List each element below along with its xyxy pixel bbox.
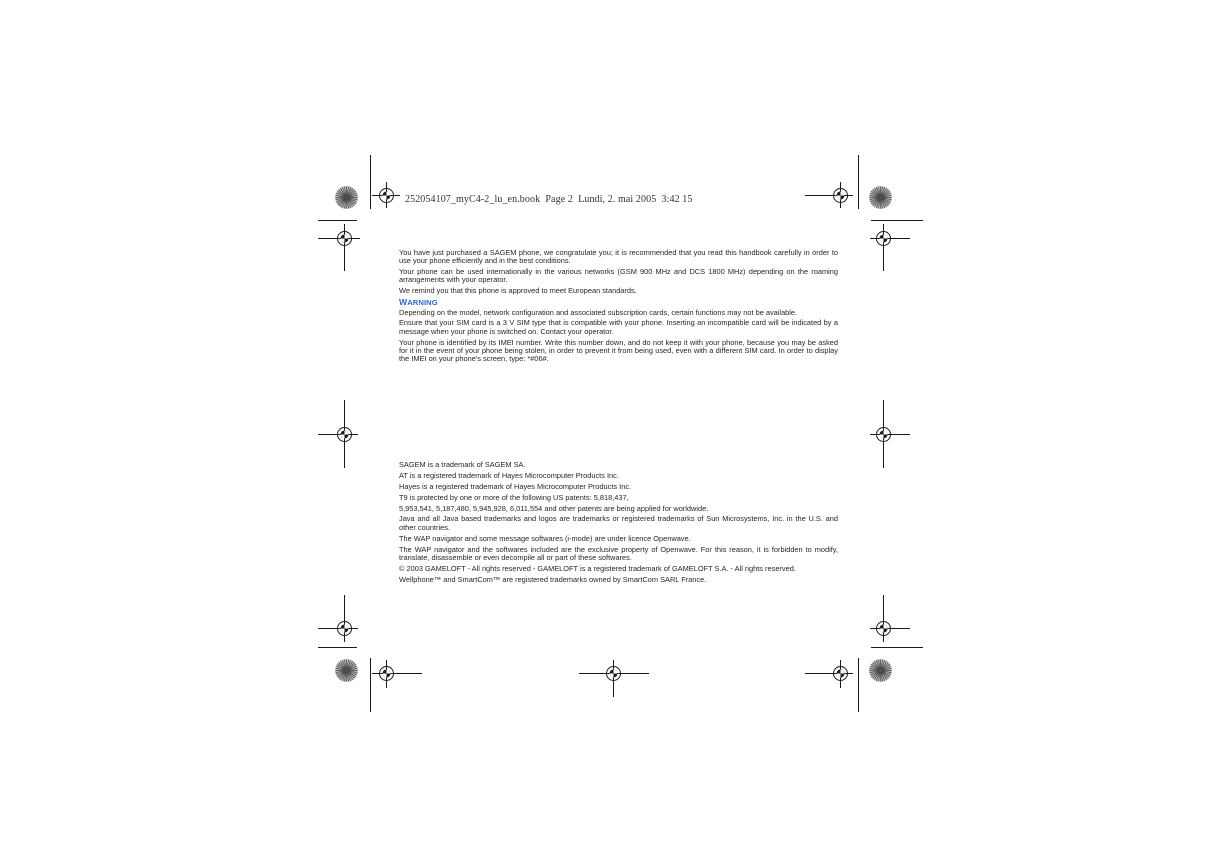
- trademark-paragraph: SAGEM is a trademark of SAGEM SA.: [399, 460, 526, 469]
- warning-paragraph: Ensure that your SIM card is a 3 V SIM type that is compatible with your phone. Inserting an incompatible card will be indicated by a message when your phone is switched on. Contact your operator.: [399, 318, 838, 336]
- trademark-paragraph: 5,953,541, 5,187,480, 5,945,928, 6,011,554 and other patents are being applied for worldwide.: [399, 503, 709, 513]
- trademark-paragraph: The WAP navigator and some message softwares (i-mode) are under licence Openwave.: [399, 533, 691, 543]
- warning-paragraph: Your phone is identified by its IMEI number. Write this number down, and do not keep it with your phone, because you may be asked for it in the event of your phone being stolen, in order to prevent it from being used, even with a different SIM card. In order to display the IMEI on your phone's screen, type: *#06#.: [399, 337, 838, 364]
- trademark-paragraph: Wellphone™ and SmartCom™ are registered trademarks owned by SmartCom SARL France.: [399, 574, 707, 584]
- trademark-paragraph: T9 is protected by one or more of the following US patents: 5,818,437,: [399, 492, 629, 502]
- intro-paragraph: We remind you that this phone is approved to meet European standards.: [399, 286, 637, 296]
- trademarks-section: [399, 461, 838, 587]
- trademark-paragraph: Hayes is a registered trademark of Hayes Microcomputer Products Inc.: [399, 481, 632, 491]
- intro-paragraph: You have just purchased a SAGEM phone, we congratulate you; it is recommended that you read this handbook carefully in order to use your phone efficiently and in the best conditions.: [399, 248, 838, 266]
- book-info-header: 252054107_myC4-2_lu_en.book Page 2 Lundi, 2. mai 2005 3:42 15: [405, 194, 693, 205]
- warning-initial: W: [399, 297, 408, 308]
- warning-paragraph: Depending on the model, network configuration and associated subscription cards, certain functions may not be available.: [399, 307, 798, 317]
- trademark-paragraph: The WAP navigator and the softwares included are the exclusive property of Openwave. For this reason, it is forbidden to modify, translate, disassemble or even decompile all or part of these softwares.: [399, 544, 838, 562]
- trademark-paragraph: Java and all Java based trademarks and logos are trademarks or registered trademarks of Sun Microsystems, Inc. in the U.S. and other countries.: [399, 514, 838, 532]
- trademark-paragraph: AT is a registered trademark of Hayes Microcomputer Products Inc.: [399, 470, 619, 480]
- intro-section: [399, 249, 838, 366]
- intro-paragraph: Your phone can be used internationally in the various networks (GSM 900 MHz and DCS 1800 MHz) depending on the roaming arrangements with your operator.: [399, 267, 838, 285]
- warning-heading: [399, 298, 838, 307]
- trademark-paragraph: © 2003 GAMELOFT - All rights reserved - GAMELOFT is a registered trademark of GAMELOFT S.A. - All rights reserved.: [399, 563, 796, 573]
- warning-rest: ARNING: [407, 298, 438, 308]
